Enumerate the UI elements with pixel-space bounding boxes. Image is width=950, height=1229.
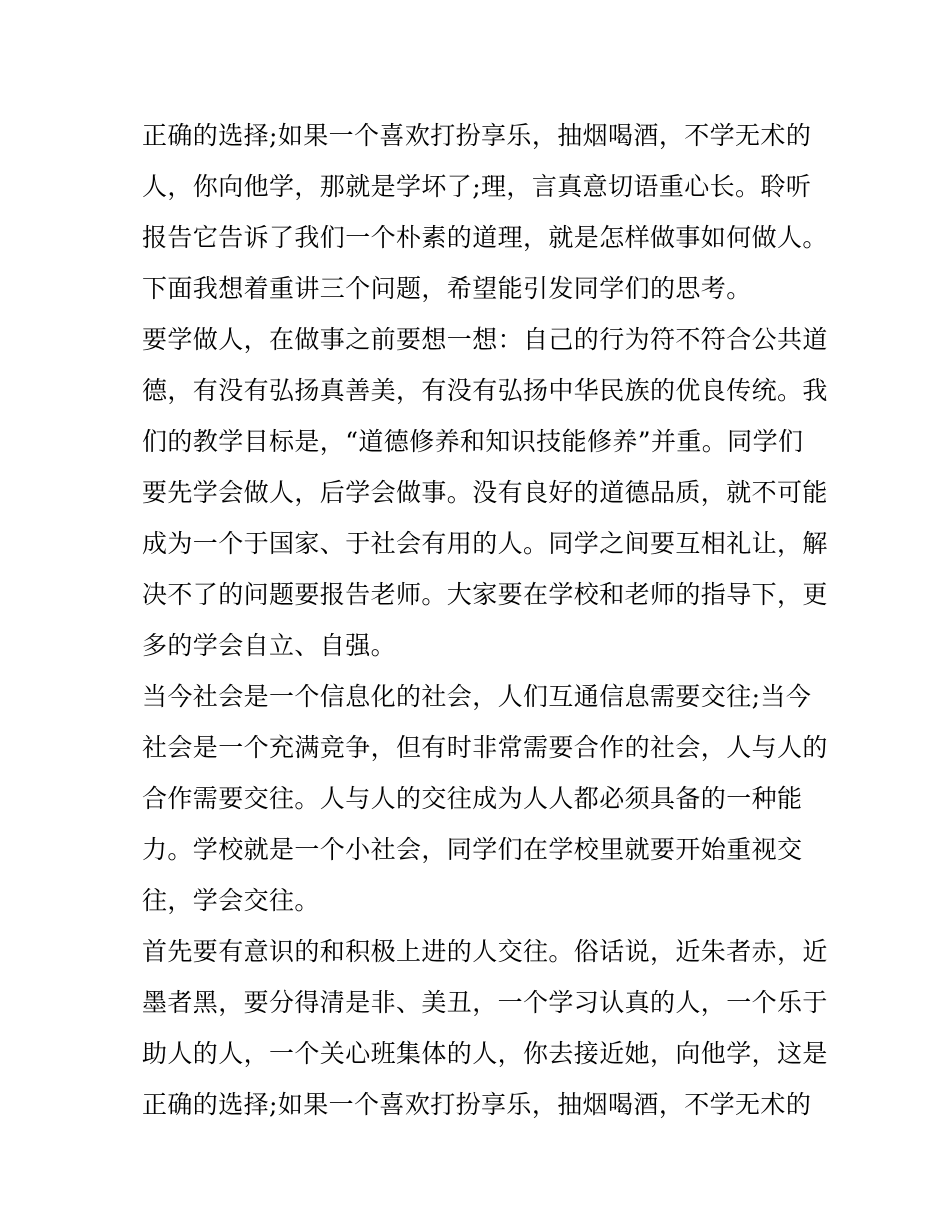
text-line: 多的学会自立、自强。 (142, 631, 397, 660)
text-line: 决不了的问题要报告老师。大家要在学校和老师的指导下，更 (142, 580, 828, 609)
text-line: 德，有没有弘扬真善美，有没有弘扬中华民族的优良传统。我 (142, 376, 828, 405)
text-line: 正确的选择;如果一个喜欢打扮享乐，抽烟喝酒，不学无术的 (142, 1090, 812, 1119)
text-line: 们的教学目标是，“道德修养和知识技能修养”并重。同学们 (142, 427, 804, 456)
text-line: 当今社会是一个信息化的社会，人们互通信息需要交往;当今 (142, 682, 812, 711)
text-line: 首先要有意识的和积极上进的人交往。俗话说，近朱者赤，近 (142, 937, 828, 966)
text-line: 成为一个于国家、于社会有用的人。同学之间要互相礼让，解 (142, 529, 828, 558)
text-line: 社会是一个充满竞争，但有时非常需要合作的社会，人与人的 (142, 733, 828, 762)
text-line: 正确的选择;如果一个喜欢打扮享乐，抽烟喝酒，不学无术的 (142, 121, 812, 150)
text-line: 合作需要交往。人与人的交往成为人人都必须具备的一种能 (142, 784, 803, 813)
text-line: 报告它告诉了我们一个朴素的道理，就是怎样做事如何做人。 (142, 223, 828, 252)
text-line: 要学做人，在做事之前要想一想：自己的行为符不符合公共道 (142, 325, 828, 354)
text-line: 要先学会做人，后学会做事。没有良好的道德品质，就不可能 (142, 478, 828, 507)
text-line: 下面我想着重讲三个问题，希望能引发同学们的思考。 (142, 274, 752, 303)
text-line: 往，学会交往。 (142, 886, 320, 915)
text-line: 助人的人，一个关心班集体的人，你去接近她，向他学，这是 (142, 1039, 828, 1068)
text-line: 墨者黑，要分得清是非、美丑，一个学习认真的人，一个乐于 (142, 988, 828, 1017)
text-line: 力。学校就是一个小社会，同学们在学校里就要开始重视交 (142, 835, 803, 864)
document-body (142, 110, 828, 1130)
text-line: 人，你向他学，那就是学坏了;理，言真意切语重心长。聆听 (142, 172, 812, 201)
